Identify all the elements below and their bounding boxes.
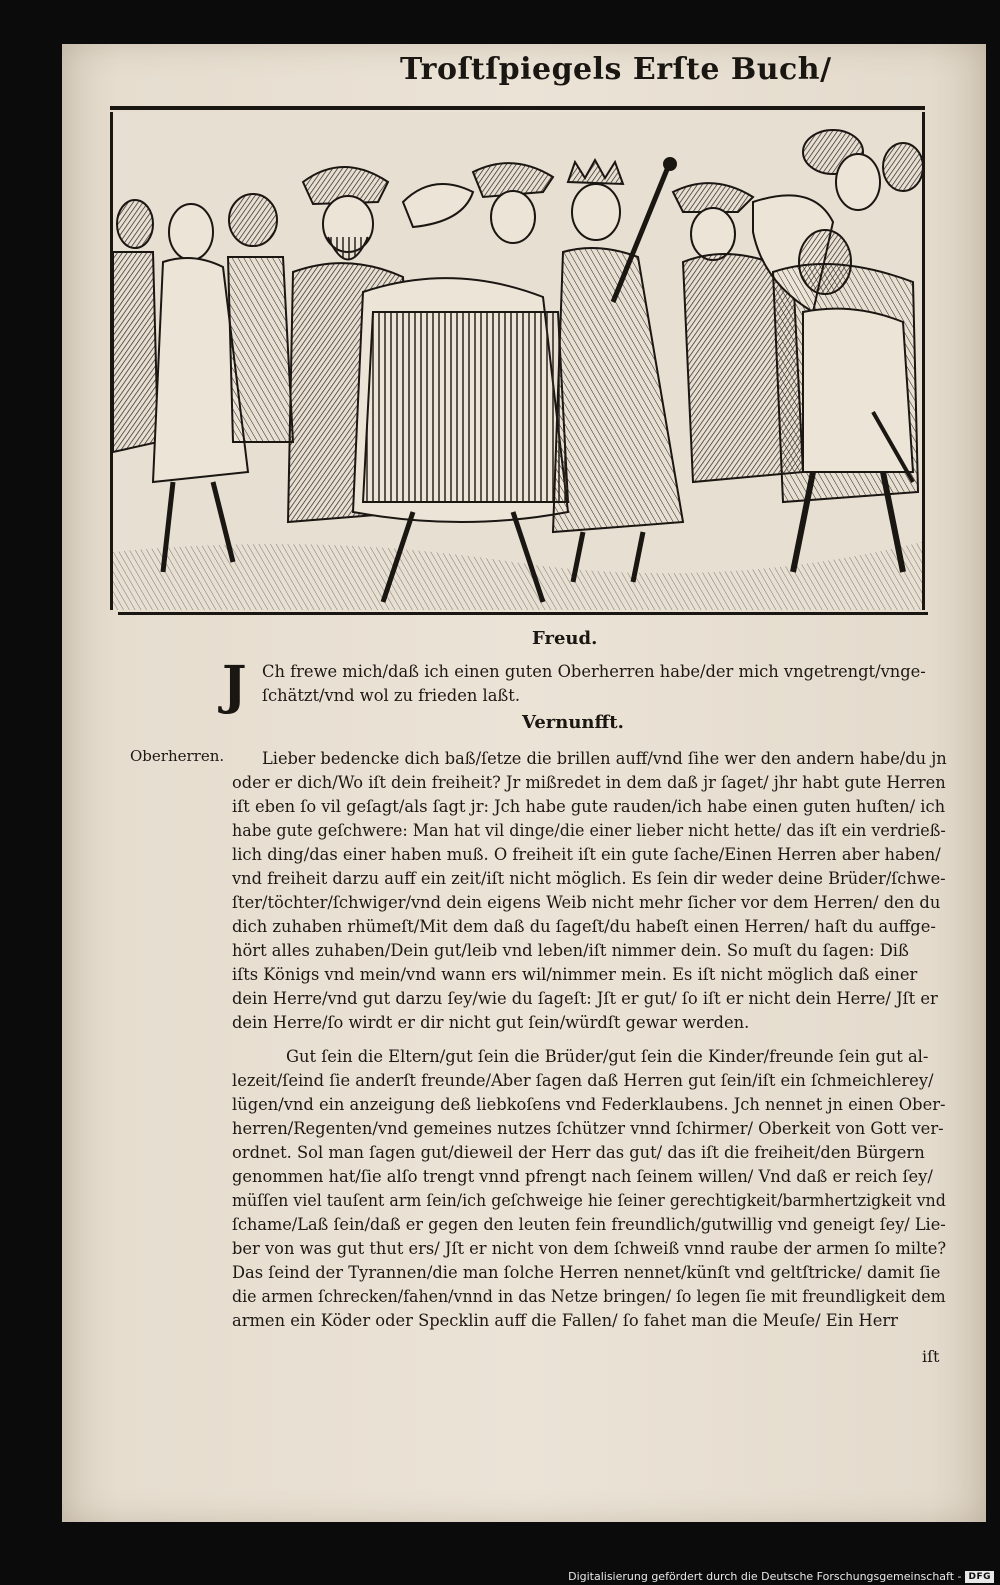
text-line: vnd freiheit darzu auff ein zeit/iſt nicht möglich. Es ſein dir weder deine Brüder/ſchwe- — [232, 869, 946, 888]
text-line: herren/Regenten/vnd gemeines nutzes ſchützer vnnd ſchirmer/ Oberkeit von Gott ver- — [232, 1119, 944, 1138]
text-line: Das ſeind der Tyrannen/die man ſolche Herren nennet/künſt vnd geltſtricke/ damit ſie — [232, 1263, 941, 1282]
speaker-heading-freud: Freud. — [532, 628, 598, 649]
text-line: lezeit/ſeind ſie anderſt freunde/Aber ſagen daß Herren gut ſein/iſt ein ſchmeichlerey/ — [232, 1071, 934, 1090]
text-line: dein Herre/ſo wirdt er dir nicht gut ſein/würdſt gewar werden. — [232, 1013, 750, 1032]
woodcut-figures — [113, 112, 922, 610]
text-line: lügen/vnd ein anzeigung deß liebkoſens vnd Federklaubens. Jch nennet jn einen Ober- — [232, 1095, 946, 1114]
text-line: iſt eben ſo vil geſagt/als ſagt jr: Jch habe gute rauden/ich habe einen guten huſten/ ich — [232, 797, 946, 816]
text-line: lich ding/das einer haben muß. O freiheit iſt ein gute ſache/Einen Herren aber haben/ — [232, 845, 941, 864]
bottom-rule — [118, 612, 928, 615]
text-line: dich zuhaben rhümeſt/Mit dem daß du ſageſt/du habeſt einen Herren/ haſt du auffge- — [232, 917, 936, 936]
drop-cap: J — [222, 655, 247, 716]
footer-credit — [568, 1570, 994, 1583]
text-line: habe gute geſchwere: Man hat vil dinge/die einer lieber nicht hette/ das iſt ein verdrieß- — [232, 821, 946, 840]
text-line: müſſen viel tauſent arm ſein/ich geſchweige hie ſeiner gerechtigkeit/barmhertzigkeit vnd — [232, 1191, 946, 1210]
text-line: ſter/töchter/ſchwiger/vnd dein eigens Weib nicht mehr ſicher vor dem Herren/ den du — [232, 893, 941, 912]
text-line: ordnet. Sol man ſagen gut/dieweil der Herr das gut/ das iſt die freiheit/den Bürgern — [232, 1143, 925, 1162]
text-line: armen ein Köder oder Specklin auff die Fallen/ ſo fahet man die Meuſe/ Ein Herr — [232, 1311, 898, 1330]
text-line: Lieber bedencke dich baß/ſetze die brillen auff/vnd ſihe wer den andern habe/du jn — [262, 749, 947, 768]
catchword: iſt — [922, 1347, 940, 1366]
text-line: iſts Königs vnd mein/vnd wann ers wil/nimmer mein. Es iſt nicht möglich daß einer — [232, 965, 918, 984]
text-line: die armen ſchrecken/fahen/vnnd in das Netze bringen/ ſo legen ſie mit freundligkeit dem — [232, 1287, 946, 1306]
footer-text: Digitalisierung gefördert durch die Deutsche Forschungsgemeinschaft - — [568, 1570, 962, 1583]
running-head: Troſtſpiegels Erſte Buch/ — [400, 52, 832, 87]
speaker-heading-vernunft: Vernunfft. — [522, 712, 624, 733]
dfg-logo-icon: DFG — [965, 1571, 994, 1583]
text-line: hört alles zuhaben/Dein gut/leib vnd leben/iſt nimmer dein. So muſt du ſagen: Diß — [232, 941, 909, 960]
text-line: oder er dich/Wo iſt dein freiheit? Jr mißredet in dem daß jr ſaget/ jhr habt gute Herren — [232, 773, 946, 792]
marginal-note: Oberherren. — [130, 747, 225, 765]
text-line: genommen hat/ſie alſo trengt vnnd pfrengt nach ſeinem willen/ Vnd daß er reich ſey/ — [232, 1167, 933, 1186]
freud-line: ſchätzt/vnd wol zu frieden laßt. — [262, 686, 521, 705]
top-rule — [110, 106, 925, 110]
text-line: ſchame/Laß ſein/daß er gegen den leuten fein freundlich/gutwillig vnd geneigt ſey/ Lie- — [232, 1215, 946, 1234]
text-line: ber von was gut thut ers/ Jſt er nicht von dem ſchweiß vnnd raube der armen ſo milte? — [232, 1239, 947, 1258]
freud-line: Ch frewe mich/daß ich einen guten Oberherren habe/der mich vngetrengt/vnge- — [262, 662, 926, 681]
text-line: Gut ſein die Eltern/gut ſein die Brüder/gut ſein die Kinder/freunde ſein gut al- — [286, 1047, 929, 1066]
text-line: dein Herre/vnd gut darzu ſey/wie du ſageſt: Jſt er gut/ ſo iſt er nicht dein Herre/ Jſt er — [232, 989, 938, 1008]
woodcut-illustration — [110, 112, 925, 610]
